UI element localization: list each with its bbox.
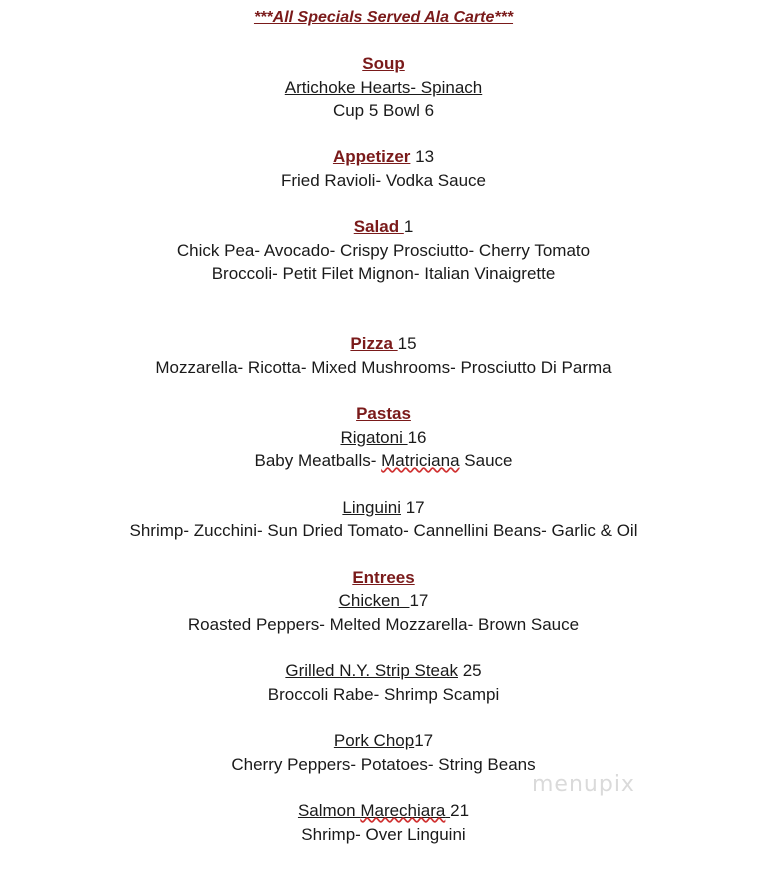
steak-line xyxy=(0,660,767,682)
pizza-heading: Pizza xyxy=(350,334,398,353)
soup-prices-line xyxy=(0,100,767,122)
rigatoni-desc-post: Sauce xyxy=(459,451,513,470)
appetizer-price: 13 xyxy=(410,147,435,166)
salmon-line xyxy=(0,800,767,822)
linguini-description: Shrimp- Zucchini- Sun Dried Tomato- Cannellini Beans- Garlic & Oil xyxy=(129,521,638,540)
chicken-name: Chicken xyxy=(338,591,410,610)
salad-heading-line xyxy=(0,216,767,238)
porkchop-price: 17 xyxy=(414,731,434,750)
entrees-heading: Entrees xyxy=(352,568,415,587)
porkchop-line xyxy=(0,730,767,752)
steak-name: Grilled N.Y. Strip Steak xyxy=(285,661,458,680)
salad-heading: Salad xyxy=(353,217,404,236)
rigatoni-line xyxy=(0,427,767,449)
appetizer-heading-line xyxy=(0,146,767,168)
steak-price: 25 xyxy=(457,661,482,680)
pizza-desc-line xyxy=(0,357,767,379)
salad-description-1: Chick Pea- Avocado- Crispy Prosciutto- Cherry Tomato xyxy=(176,241,591,260)
soup-prices: Cup 5 Bowl 6 xyxy=(332,101,435,120)
appetizer-desc-line xyxy=(0,170,767,192)
salmon-price: 21 xyxy=(450,801,470,820)
soup-name: Artichoke Hearts- Spinach xyxy=(284,78,483,97)
linguini-desc-line xyxy=(0,520,767,542)
porkchop-desc-line xyxy=(0,754,767,776)
salad-desc-line-2 xyxy=(0,263,767,285)
salmon-desc-line xyxy=(0,824,767,846)
rigatoni-desc-line xyxy=(0,450,767,472)
menupix-watermark: menupix xyxy=(532,772,635,797)
salad-price: 1 xyxy=(403,217,414,236)
pastas-heading: Pastas xyxy=(356,404,411,423)
pizza-heading-line xyxy=(0,333,767,355)
chicken-desc-line xyxy=(0,614,767,636)
soup-name-line xyxy=(0,77,767,99)
salmon-description: Shrimp- Over Linguini xyxy=(301,825,466,844)
steak-description: Broccoli Rabe- Shrimp Scampi xyxy=(267,685,500,704)
porkchop-description: Cherry Peppers- Potatoes- String Beans xyxy=(231,755,536,774)
rigatoni-desc-pre: Baby Meatballs- xyxy=(254,451,382,470)
rigatoni-price: 16 xyxy=(407,428,427,447)
steak-desc-line xyxy=(0,684,767,706)
soup-heading: Soup xyxy=(362,54,405,73)
rigatoni-name: Rigatoni xyxy=(340,428,408,447)
chicken-price: 17 xyxy=(409,591,429,610)
appetizer-heading: Appetizer xyxy=(332,147,411,166)
salad-desc-line-1 xyxy=(0,240,767,262)
specials-banner: ***All Specials Served Ala Carte*** xyxy=(253,9,514,26)
pizza-description: Mozzarella- Ricotta- Mixed Mushrooms- Prosciutto Di Parma xyxy=(155,358,612,377)
salad-description-2: Broccoli- Petit Filet Mignon- Italian Vinaigrette xyxy=(211,264,556,283)
chicken-line xyxy=(0,590,767,612)
appetizer-description: Fried Ravioli- Vodka Sauce xyxy=(280,171,487,190)
linguini-line xyxy=(0,497,767,519)
entrees-heading-line xyxy=(0,567,767,589)
chicken-description: Roasted Peppers- Melted Mozzarella- Brown Sauce xyxy=(187,615,580,634)
banner-line xyxy=(0,6,767,29)
linguini-name: Linguini xyxy=(342,498,401,517)
soup-heading-line xyxy=(0,53,767,75)
pastas-heading-line xyxy=(0,403,767,425)
linguini-price: 17 xyxy=(400,498,425,517)
salmon-name-pre: Salmon xyxy=(297,801,361,820)
pizza-price: 15 xyxy=(397,334,417,353)
rigatoni-desc-mark: Matriciana xyxy=(381,451,460,470)
salmon-name-mark: Marechiara xyxy=(360,801,446,820)
porkchop-name: Pork Chop xyxy=(333,731,415,750)
salmon-name xyxy=(298,801,450,820)
